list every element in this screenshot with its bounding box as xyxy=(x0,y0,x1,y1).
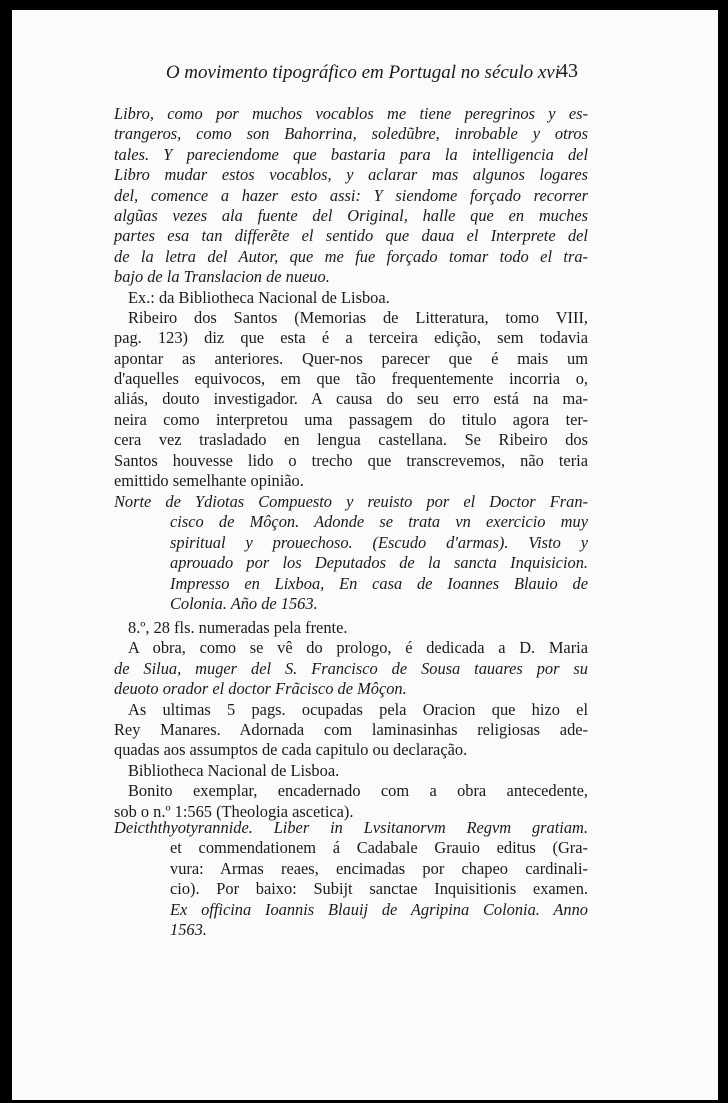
quote-line: algũas vezes ala fuente del Original, halle que en muches xyxy=(114,205,588,225)
entry-title-line: Norte de Ydiotas Compuesto y reuisto por el Doctor Fran- xyxy=(114,492,588,511)
entry-title-line: spiritual y prouechoso. (Escudo d'armas). Visto y xyxy=(170,532,588,552)
quote-line: del, comence a hazer esto assi: Y siendome forçado recorrer xyxy=(114,185,588,205)
note-line: sob o n.º 1:565 (Theologia ascetica). xyxy=(114,801,354,821)
entry-title-line: vura: Armas reaes, encimadas por chapeo cardinali- xyxy=(170,858,588,878)
note-line: 8.º, 28 fls. numeradas pela frente. xyxy=(128,618,348,637)
entry-title-line: cio). Por baixo: Subijt sanctae Inquisitionis examen. xyxy=(170,879,588,899)
quoted-prologue-block xyxy=(114,104,588,491)
entry-notes xyxy=(114,618,588,822)
note-line: de Silua, muger del S. Francisco de Sousa tauares por su xyxy=(114,658,588,678)
quote-line: trangeros, como son Bahorrina, soledũbre, inrobable y otros xyxy=(114,124,588,144)
commentary-line: emittido semelhante opinião. xyxy=(114,471,304,491)
note-line: Bonito exemplar, encadernado com a obra antecedente, xyxy=(128,781,588,801)
book-page xyxy=(12,10,718,1100)
commentary-line: pag. 123) diz que esta é a terceira edição, sem todavia xyxy=(114,328,588,348)
commentary-line: Santos houvesse lido o trecho que transcrevemos, não teria xyxy=(114,450,588,470)
quote-line: de la letra del Autor, que me fue forçado tomar todo el tra- xyxy=(114,246,588,266)
entry-title-line: Ex officina Ioannis Blauij de Agripina Colonia. Anno xyxy=(170,899,588,919)
quote-line: tales. Y pareciendome que bastaria para la intelligencia del xyxy=(114,144,588,164)
entry-title-line: Colonia. Año de 1563. xyxy=(170,593,318,613)
entry-title-line: Impresso en Lixboa, En casa de Ioannes Blauio de xyxy=(170,573,588,593)
bibliographic-entry-deicththyotyrannide xyxy=(114,818,588,940)
page-number: 43 xyxy=(558,60,578,82)
bibliographic-entry-norte-de-ydiotas xyxy=(114,492,588,614)
entry-title-line: Deicththyotyrannide. Liber in Lvsitanorvm Regvm gratiam. xyxy=(114,818,588,837)
note-line: A obra, como se vê do prologo, é dedicada a D. Maria xyxy=(128,638,588,658)
quote-line: bajo de la Translacion de nueuo. xyxy=(114,267,330,287)
running-title: O movimento tipográfico em Portugal no século xvi xyxy=(165,62,560,83)
commentary-line: aliás, douto investigador. A causa do seu erro está na ma- xyxy=(114,389,588,409)
note-line: Rey Manares. Adornada com laminasinhas religiosas ade- xyxy=(114,719,588,739)
quote-line: Libro mudar estos vocablos, y aclarar mas algunos logares xyxy=(114,165,588,185)
commentary-line: Ribeiro dos Santos (Memorias de Litteratura, tomo VIII, xyxy=(128,307,588,327)
commentary-line: neira como interpretou uma passagem do titulo agora ter- xyxy=(114,409,588,429)
commentary-line: d'aquelles equivocos, em que tão frequentemente incorria o, xyxy=(114,369,588,389)
quote-line: partes esa tan differẽte el sentido que daua el Interprete del xyxy=(114,226,588,246)
commentary-line: cera vez trasladado en lengua castellana. Se Ribeiro dos xyxy=(114,430,588,450)
note-line: As ultimas 5 pags. ocupadas pela Oracion que hizo el xyxy=(128,699,588,719)
quote-line: Libro, como por muchos vocablos me tiene peregrinos y es- xyxy=(114,104,588,123)
entry-title-line: et commendationem á Cadabale Grauio editus (Gra- xyxy=(170,838,588,858)
library-note: Ex.: da Bibliotheca Nacional de Lisboa. xyxy=(128,287,390,307)
note-line: deuoto orador el doctor Frãcisco de Môçon. xyxy=(114,679,407,699)
entry-title-line: cisco de Môçon. Adonde se trata vn exercicio muy xyxy=(170,512,588,532)
note-line: Bibliotheca Nacional de Lisboa. xyxy=(128,760,340,780)
entry-title-line: aprouado por los Deputados de la sancta Inquisicion. xyxy=(170,553,588,573)
note-line: quadas aos assumptos de cada capitulo ou declaração. xyxy=(114,740,468,760)
commentary-line: apontar as anteriores. Quer-nos parecer que é mais um xyxy=(114,348,588,368)
entry-title-line: 1563. xyxy=(170,919,207,939)
